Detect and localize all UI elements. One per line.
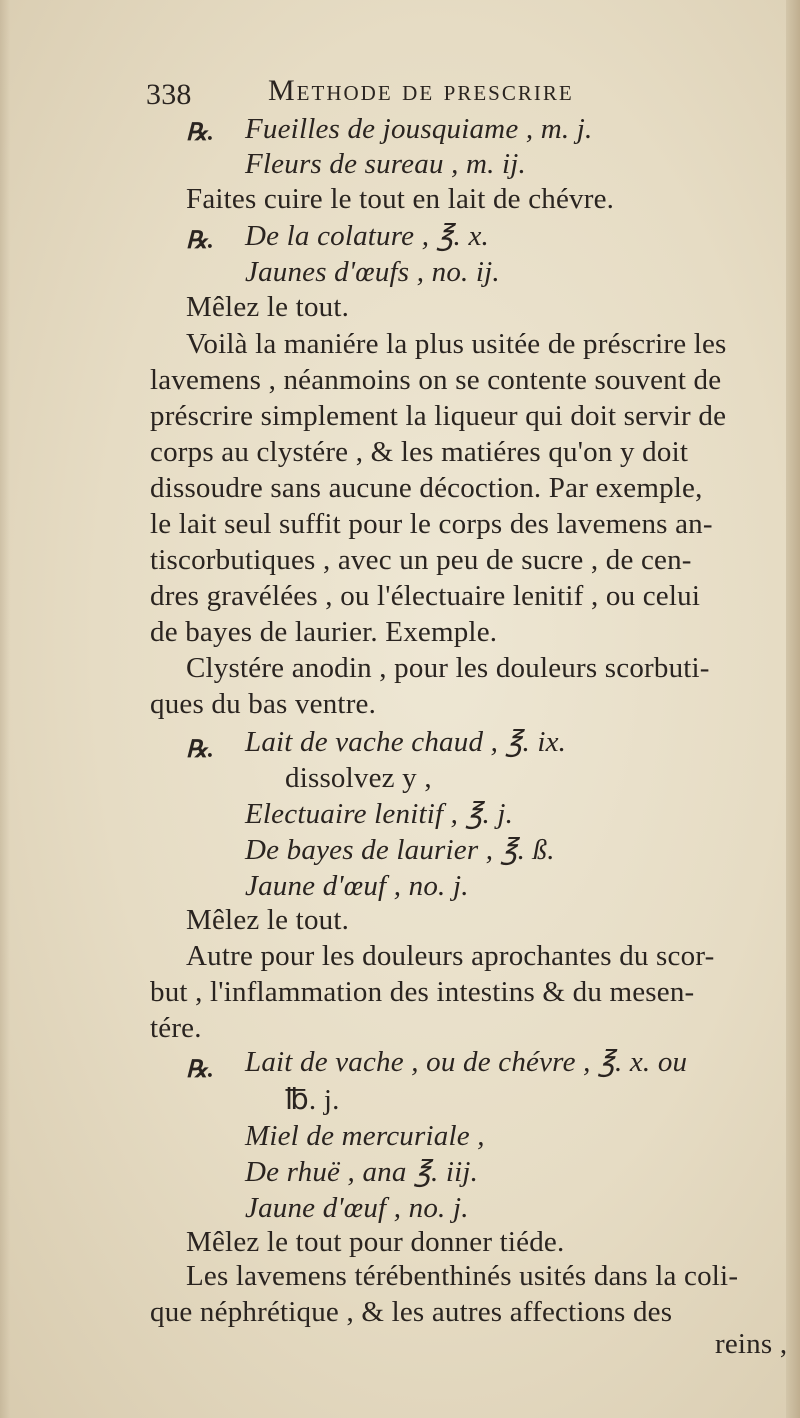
text-line: Mêlez le tout. [186,904,350,936]
text-line: Fueilles de jousquiame , m. j. [245,113,593,145]
text-line: reins , [715,1328,788,1360]
text-line: Lait de vache chaud , ℥. ix. [245,726,567,758]
text-line: Mêlez le tout pour donner tiéde. [186,1226,565,1258]
text-line: Les lavemens térébenthinés usités dans la coli- [186,1260,739,1292]
text-line: Lait de vache , ou de chévre , ℥. x. ou [245,1046,688,1078]
text-line: que néphrétique , & les autres affections des [150,1296,673,1328]
rx-symbol: ℞. [186,737,214,763]
text-line: Mêlez le tout. [186,291,350,323]
text-line: ℔. j. [285,1084,340,1116]
text-line: de bayes de laurier. Exemple. [150,616,498,648]
text-line: Autre pour les douleurs aprochantes du scor- [186,940,715,972]
page-gutter-shadow [0,0,10,1418]
text-line: tiscorbutiques , avec un peu de sucre , de cen- [150,544,692,576]
rx-symbol: ℞. [186,120,214,146]
running-title: Methode de prescrire [268,74,574,107]
text-line: Faites cuire le tout en lait de chévre. [186,183,615,215]
text-line: Miel de mercuriale , [245,1120,485,1152]
text-line: Voilà la maniére la plus usitée de préscrire les [186,328,727,360]
page-number: 338 [146,78,192,111]
text-line: Fleurs de sureau , m. ij. [245,148,527,180]
text-line: De rhuë , ana ℥. iij. [245,1156,479,1188]
rx-symbol: ℞. [186,228,214,254]
text-line: tére. [150,1012,202,1044]
text-line: dissoudre sans aucune décoction. Par exemple, [150,472,703,504]
text-line: but , l'inflammation des intestins & du mesen- [150,976,695,1008]
text-line: Jaune d'œuf , no. j. [245,870,469,902]
text-line: dissolvez y , [285,762,432,794]
text-line: Jaunes d'œufs , no. ij. [245,256,500,288]
text-line: Jaune d'œuf , no. j. [245,1192,469,1224]
page-edge [786,0,800,1418]
text-line: De bayes de laurier , ℥. ß. [245,834,555,866]
text-line: dres gravélées , ou l'électuaire lenitif , ou celui [150,580,701,612]
rx-symbol: ℞. [186,1057,214,1083]
text-line: Electuaire lenitif , ℥. j. [245,798,514,830]
text-line: De la colature , ℥. x. [245,220,489,252]
text-line: ques du bas ventre. [150,688,377,720]
text-line: préscrire simplement la liqueur qui doit servir de [150,400,727,432]
text-line: le lait seul suffit pour le corps des lavemens an- [150,508,713,540]
text-line: lavemens , néanmoins on se contente souvent de [150,364,722,396]
text-line: corps au clystére , & les matiéres qu'on y doit [150,436,689,468]
text-line: Clystére anodin , pour les douleurs scorbuti- [186,652,710,684]
